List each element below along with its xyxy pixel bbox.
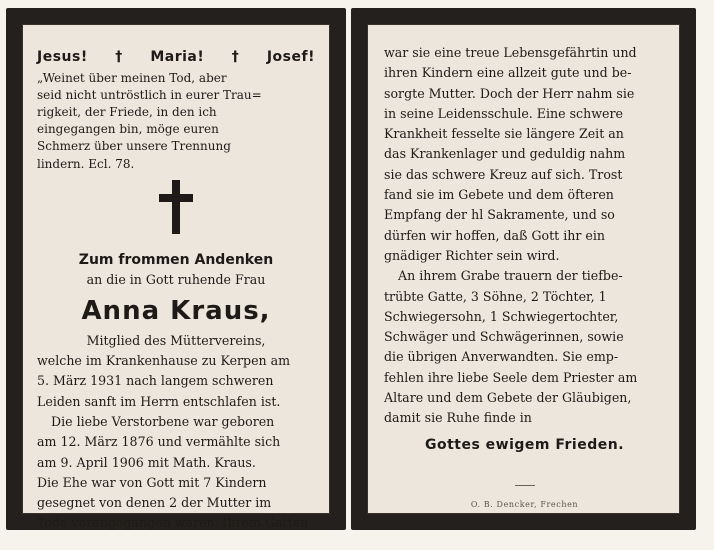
- body-line: ihren Kindern eine allzeit gute und be-: [384, 65, 632, 81]
- right-card: [351, 8, 696, 530]
- body-line: Die Ehe war von Gott mit 7 Kindern: [37, 474, 267, 490]
- right-card-panel: [367, 24, 680, 514]
- quote-line: eingegangen bin, möge euren: [37, 122, 219, 137]
- latin-cross-icon: [37, 180, 315, 244]
- body-line: damit sie Ruhe finde in: [384, 410, 532, 426]
- divider: [515, 485, 535, 486]
- body-line: 5. März 1931 nach langem schweren: [37, 373, 274, 389]
- body-line: in seine Leidensschule. Eine schwere: [384, 105, 623, 121]
- left-body-text: [37, 331, 315, 534]
- quote-line: lindern. Ecl. 78.: [37, 156, 135, 171]
- body-line: fand sie im Gebete und dem öfteren: [384, 187, 614, 203]
- quote-line: seid nicht untröstlich in eurer Trau=: [37, 87, 262, 102]
- body-line: Krankheit fesselte sie längere Zeit an: [384, 126, 624, 142]
- quote-line: Schmerz über unsere Trennung: [37, 139, 231, 154]
- body-line: trübte Gatte, 3 Söhne, 2 Töchter, 1: [384, 288, 607, 304]
- body-line: dürfen wir hoffen, daß Gott ihr ein: [384, 227, 605, 243]
- cross-glyph: †: [231, 49, 240, 65]
- quote-line: rigkeit, der Friede, in den ich: [37, 104, 217, 119]
- body-line: am 9. April 1906 mit Math. Kraus.: [37, 454, 256, 470]
- body-line: Empfang der hl Sakramente, und so: [384, 207, 615, 223]
- invocation-maria: Maria!: [150, 49, 205, 65]
- scripture-quote: [37, 70, 315, 173]
- body-line: sie das schwere Kreuz auf sich. Trost: [384, 166, 623, 182]
- memorial-subtitle: an die in Gott ruhende Frau: [86, 272, 266, 288]
- invocation-header: [37, 47, 315, 68]
- body-line: sorgte Mutter. Doch der Herr nahm sie: [384, 85, 635, 101]
- right-body-text: [384, 43, 665, 429]
- left-card: [6, 8, 346, 530]
- body-line: Mitglied des Müttervereins,: [86, 332, 266, 348]
- invocation-josef: Josef!: [266, 49, 315, 65]
- printer-imprint: O. B. Dencker, Frechen: [470, 500, 579, 510]
- body-line: Die liebe Verstorbene war geboren: [51, 413, 275, 429]
- body-line: Schwäger und Schwägerinnen, sowie: [384, 329, 624, 345]
- closing-line: Gottes ewigem Frieden.: [424, 436, 625, 453]
- body-line: Tode vorangegangen waren. Ihrem Gatten: [37, 515, 309, 531]
- body-line: welche im Krankenhause zu Kerpen am: [37, 353, 291, 369]
- cross-glyph: †: [115, 49, 123, 65]
- body-line: gnädiger Richter sein wird.: [384, 247, 560, 263]
- body-line: Leiden sanft im Herrn entschlafen ist.: [37, 393, 281, 409]
- body-line: am 12. März 1876 und vermählte sich: [37, 434, 281, 450]
- body-line: gesegnet von denen 2 der Mutter im: [37, 495, 272, 511]
- body-line: die übrigen Anverwandten. Sie emp-: [384, 349, 619, 365]
- body-line: fehlen ihre liebe Seele dem Priester am: [384, 369, 638, 385]
- memorial-title: Zum frommen Andenken: [78, 251, 274, 268]
- body-line: Altare und dem Gebete der Gläubigen,: [384, 390, 632, 406]
- invocation-jesus: Jesus!: [37, 49, 88, 65]
- body-line: war sie eine treue Lebensgefährtin und: [384, 45, 637, 60]
- quote-line: „Weinet über meinen Tod, aber: [37, 70, 227, 85]
- left-card-panel: [22, 24, 330, 531]
- body-line: An ihrem Grabe trauern der tiefbe-: [398, 268, 623, 284]
- body-line: das Krankenlager und geduldig nahm: [384, 146, 626, 162]
- deceased-name: Anna Kraus,: [81, 295, 271, 326]
- body-line: Schwiegersohn, 1 Schwiegertochter,: [384, 308, 619, 324]
